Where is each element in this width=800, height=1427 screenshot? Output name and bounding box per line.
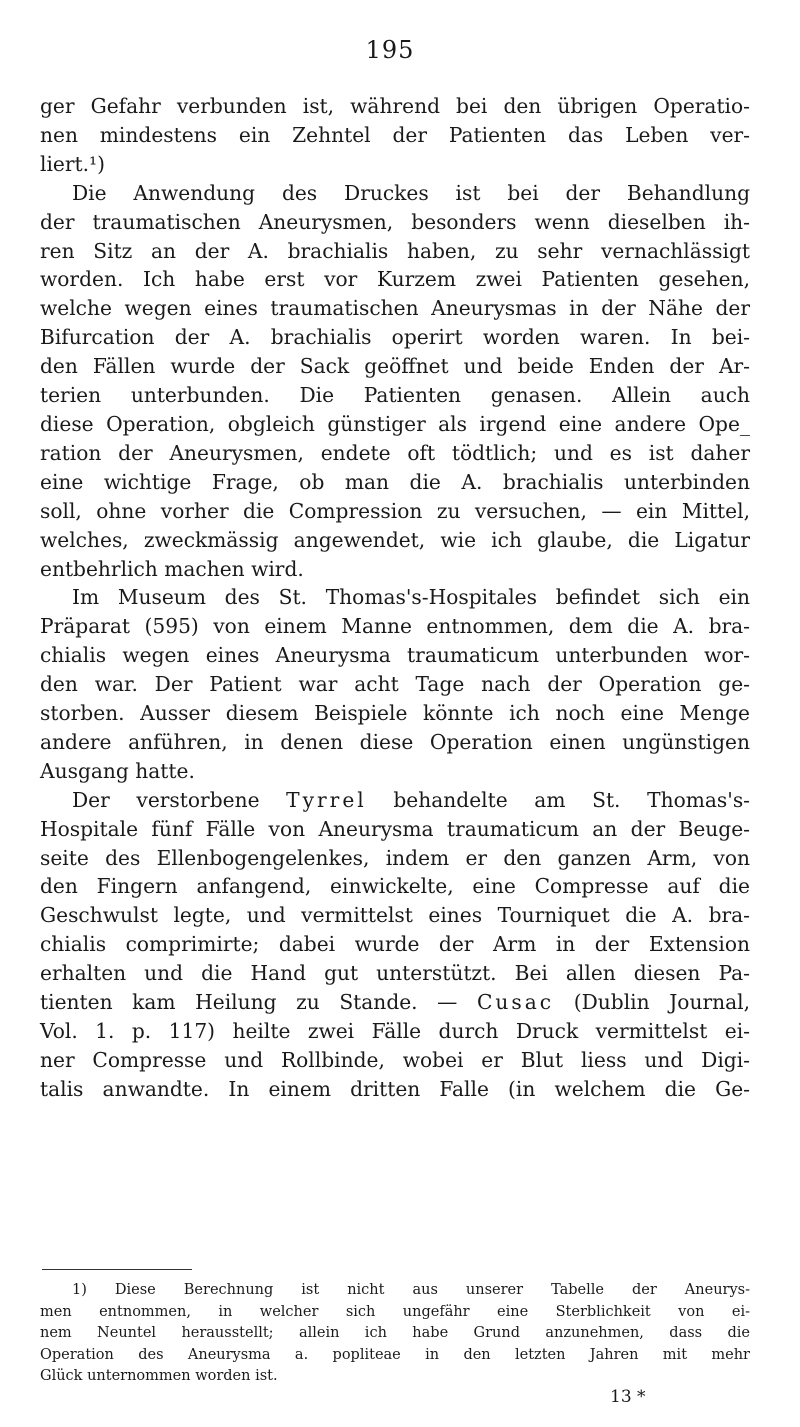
text-line: talis anwandte. In einem dritten Falle (in welchem die Ge- xyxy=(40,1076,750,1101)
text-line: eine wichtige Frage, ob man die A. brachialis unterbinden xyxy=(40,469,750,494)
text-line: Ausgang hatte. xyxy=(40,758,195,783)
person-name-tyrrel: Tyrrel xyxy=(286,787,367,812)
text-line: entbehrlich machen wird. xyxy=(40,556,304,581)
text-line: chialis comprimirte; dabei wurde der Arm in der Extension xyxy=(40,932,750,957)
text-line: worden. Ich habe erst vor Kurzem zwei Patienten gesehen, xyxy=(40,267,750,292)
text-line: soll, ohne vorher die Compression zu versuchen, — ein Mittel, xyxy=(40,498,750,523)
text-line: welches, zweckmässig angewendet, wie ich glaube, die Ligatur xyxy=(40,527,750,552)
footnote-divider xyxy=(42,1269,192,1270)
text-line: liert.¹) xyxy=(40,151,106,176)
text-line: chialis wegen eines Aneurysma traumaticum unterbunden wor- xyxy=(40,643,750,668)
text-line: ner Compresse und Rollbinde, wobei er Blut liess und Digi- xyxy=(40,1047,750,1072)
text-line: storben. Ausser diesem Beispiele könnte ich noch eine Menge xyxy=(40,701,750,726)
text-line: Hospitale fünf Fälle von Aneurysma traumaticum an der Beuge- xyxy=(40,816,750,841)
text-line: diese Operation, obgleich günstiger als irgend eine andere Ope_ xyxy=(40,411,750,436)
text-line: welche wegen eines traumatischen Aneurysmas in der Nähe der xyxy=(40,296,750,321)
footnote xyxy=(40,1280,750,1388)
footnote-line: 1) Diese Berechnung ist nicht aus unserer Tabelle der Aneurys- xyxy=(72,1282,750,1298)
text-line: Geschwulst legte, und vermittelst eines Tourniquet die A. bra- xyxy=(40,903,750,928)
text-line: andere anführen, in denen diese Operation einen ungünstigen xyxy=(40,729,750,754)
text-line: Bifurcation der A. brachialis operirt worden waren. In bei- xyxy=(40,325,750,350)
text-fragment: tienten kam Heilung zu Stande. — xyxy=(40,990,458,1015)
text-line: ren Sitz an der A. brachialis haben, zu sehr vernachlässigt xyxy=(40,238,750,263)
text-line: den war. Der Patient war acht Tage nach der Operation ge- xyxy=(40,672,750,697)
text-line: der traumatischen Aneurysmen, besonders wenn dieselben ih- xyxy=(40,209,750,234)
text-fragment: behandelte am St. Thomas's- xyxy=(393,787,750,812)
text-line: erhalten und die Hand gut unterstützt. Bei allen diesen Pa- xyxy=(40,961,750,986)
text-line: Im Museum des St. Thomas's-Hospitales befindet sich ein xyxy=(72,585,750,610)
signature-mark: 13 * xyxy=(610,1387,646,1407)
body-text xyxy=(40,92,750,1104)
text-fragment: (Dublin Journal, xyxy=(573,990,751,1015)
person-name-cusac: Cusac xyxy=(476,990,555,1015)
text-line: den Fingern anfangend, einwickelte, eine Compresse auf die xyxy=(40,874,750,899)
text-line: seite des Ellenbogengelenkes, indem er den ganzen Arm, von xyxy=(40,845,750,870)
text-line: den Fällen wurde der Sack geöffnet und beide Enden der Ar- xyxy=(40,354,750,379)
footnote-line: nem Neuntel herausstellt; allein ich habe Grund anzunehmen, dass die xyxy=(40,1325,750,1341)
footnote-line: Operation des Aneurysma a. popliteae in den letzten Jahren mit mehr xyxy=(40,1346,750,1363)
text-line: ration der Aneurysmen, endete oft tödtlich; und es ist daher xyxy=(40,440,750,465)
text-line: ger Gefahr verbunden ist, während bei den übrigen Operatio- xyxy=(40,94,750,118)
text-line: nen mindestens ein Zehntel der Patienten das Leben ver- xyxy=(40,122,750,147)
text-fragment: Der verstorbene xyxy=(72,787,260,812)
text-line: terien unterbunden. Die Patienten genasen. Allein auch xyxy=(40,383,750,408)
page-number: 195 xyxy=(365,36,415,64)
text-line: Die Anwendung des Druckes ist bei der Behandlung xyxy=(72,180,750,205)
footnote-line: Glück unternommen worden ist. xyxy=(40,1368,278,1384)
text-line xyxy=(40,988,750,1017)
text-line: Vol. 1. p. 117) heilte zwei Fälle durch Druck vermittelst ei- xyxy=(40,1019,750,1043)
text-line xyxy=(40,786,750,815)
book-page xyxy=(40,0,766,1427)
text-line: Präparat (595) von einem Manne entnommen, dem die A. bra- xyxy=(40,614,750,639)
footnote-line: men entnommen, in welcher sich ungefähr eine Sterblichkeit von ei- xyxy=(40,1303,750,1320)
